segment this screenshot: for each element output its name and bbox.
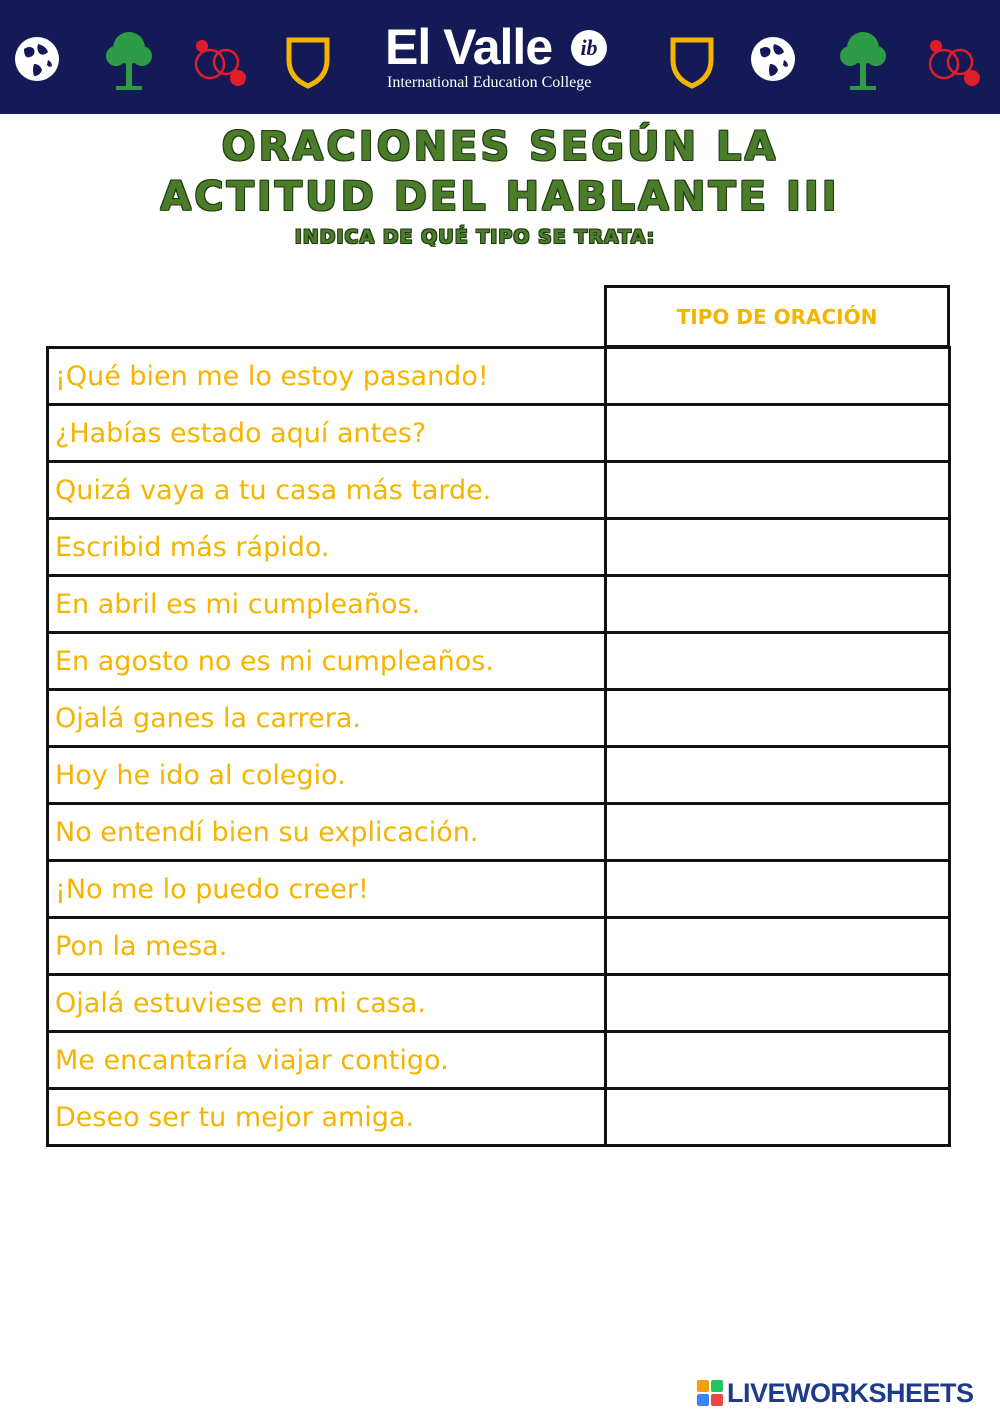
sentence-cell: Ojalá estuviese en mi casa. (48, 975, 606, 1032)
shield-icon (659, 24, 725, 94)
table-row (48, 519, 950, 576)
sentence-cell: ¿Habías estado aquí antes? (48, 405, 606, 462)
shield-icon (275, 24, 341, 94)
answer-field[interactable] (606, 861, 950, 918)
table-row (48, 690, 950, 747)
table-row (48, 405, 950, 462)
column-header-tipo (604, 285, 950, 348)
table-row (48, 975, 950, 1032)
circles-icon (184, 24, 250, 94)
answer-field[interactable] (606, 1089, 950, 1146)
answer-field[interactable] (606, 975, 950, 1032)
brand-logo (385, 18, 625, 98)
table-row (48, 633, 950, 690)
brand-subtitle: International Education College (387, 74, 592, 91)
table-row (48, 804, 950, 861)
sentence-cell: ¡Qué bien me lo estoy pasando! (48, 348, 606, 405)
table-row (48, 576, 950, 633)
sentence-cell: En agosto no es mi cumpleaños. (48, 633, 606, 690)
answer-field[interactable] (606, 576, 950, 633)
sentence-cell: ¡No me lo puedo creer! (48, 861, 606, 918)
header-banner (0, 0, 1000, 114)
answer-field[interactable] (606, 405, 950, 462)
table-row (48, 1089, 950, 1146)
tree-icon (830, 24, 896, 94)
table-row (48, 462, 950, 519)
answer-field[interactable] (606, 690, 950, 747)
worksheet-title-line2: ACTITUD DEL HABLANTE III (160, 174, 840, 220)
tree-icon (96, 24, 162, 94)
sentence-cell: No entendí bien su explicación. (48, 804, 606, 861)
answer-field[interactable] (606, 348, 950, 405)
exercise-table (46, 346, 951, 1147)
sentence-cell: Escribid más rápido. (48, 519, 606, 576)
answer-field[interactable] (606, 918, 950, 975)
sentence-cell: Quizá vaya a tu casa más tarde. (48, 462, 606, 519)
table-row (48, 348, 950, 405)
sentence-cell: Me encantaría viajar contigo. (48, 1032, 606, 1089)
worksheet-title-line1: ORACIONES SEGÚN LA (221, 124, 779, 170)
sentence-cell: Deseo ser tu mejor amiga. (48, 1089, 606, 1146)
table-row (48, 861, 950, 918)
liveworksheets-text: LIVEWORKSHEETS (727, 1377, 974, 1408)
sentence-cell: En abril es mi cumpleaños. (48, 576, 606, 633)
liveworksheets-logo (697, 1376, 974, 1410)
brand-name: El Valle (385, 19, 553, 75)
answer-field[interactable] (606, 462, 950, 519)
ib-badge: ib (571, 30, 607, 66)
answer-field[interactable] (606, 1032, 950, 1089)
globe-icon (740, 24, 806, 94)
table-row (48, 1032, 950, 1089)
circles-icon (918, 24, 984, 94)
answer-field[interactable] (606, 804, 950, 861)
sentence-cell: Pon la mesa. (48, 918, 606, 975)
worksheet-instruction: INDICA DE QUÉ TIPO SE TRATA: (294, 226, 656, 248)
sentence-cell: Ojalá ganes la carrera. (48, 690, 606, 747)
answer-field[interactable] (606, 747, 950, 804)
answer-field[interactable] (606, 633, 950, 690)
globe-icon (4, 24, 70, 94)
table-row (48, 918, 950, 975)
answer-field[interactable] (606, 519, 950, 576)
liveworksheets-icon (697, 1380, 723, 1406)
sentence-cell: Hoy he ido al colegio. (48, 747, 606, 804)
column-header-label: TIPO DE ORACIÓN (676, 304, 878, 329)
table-row (48, 747, 950, 804)
